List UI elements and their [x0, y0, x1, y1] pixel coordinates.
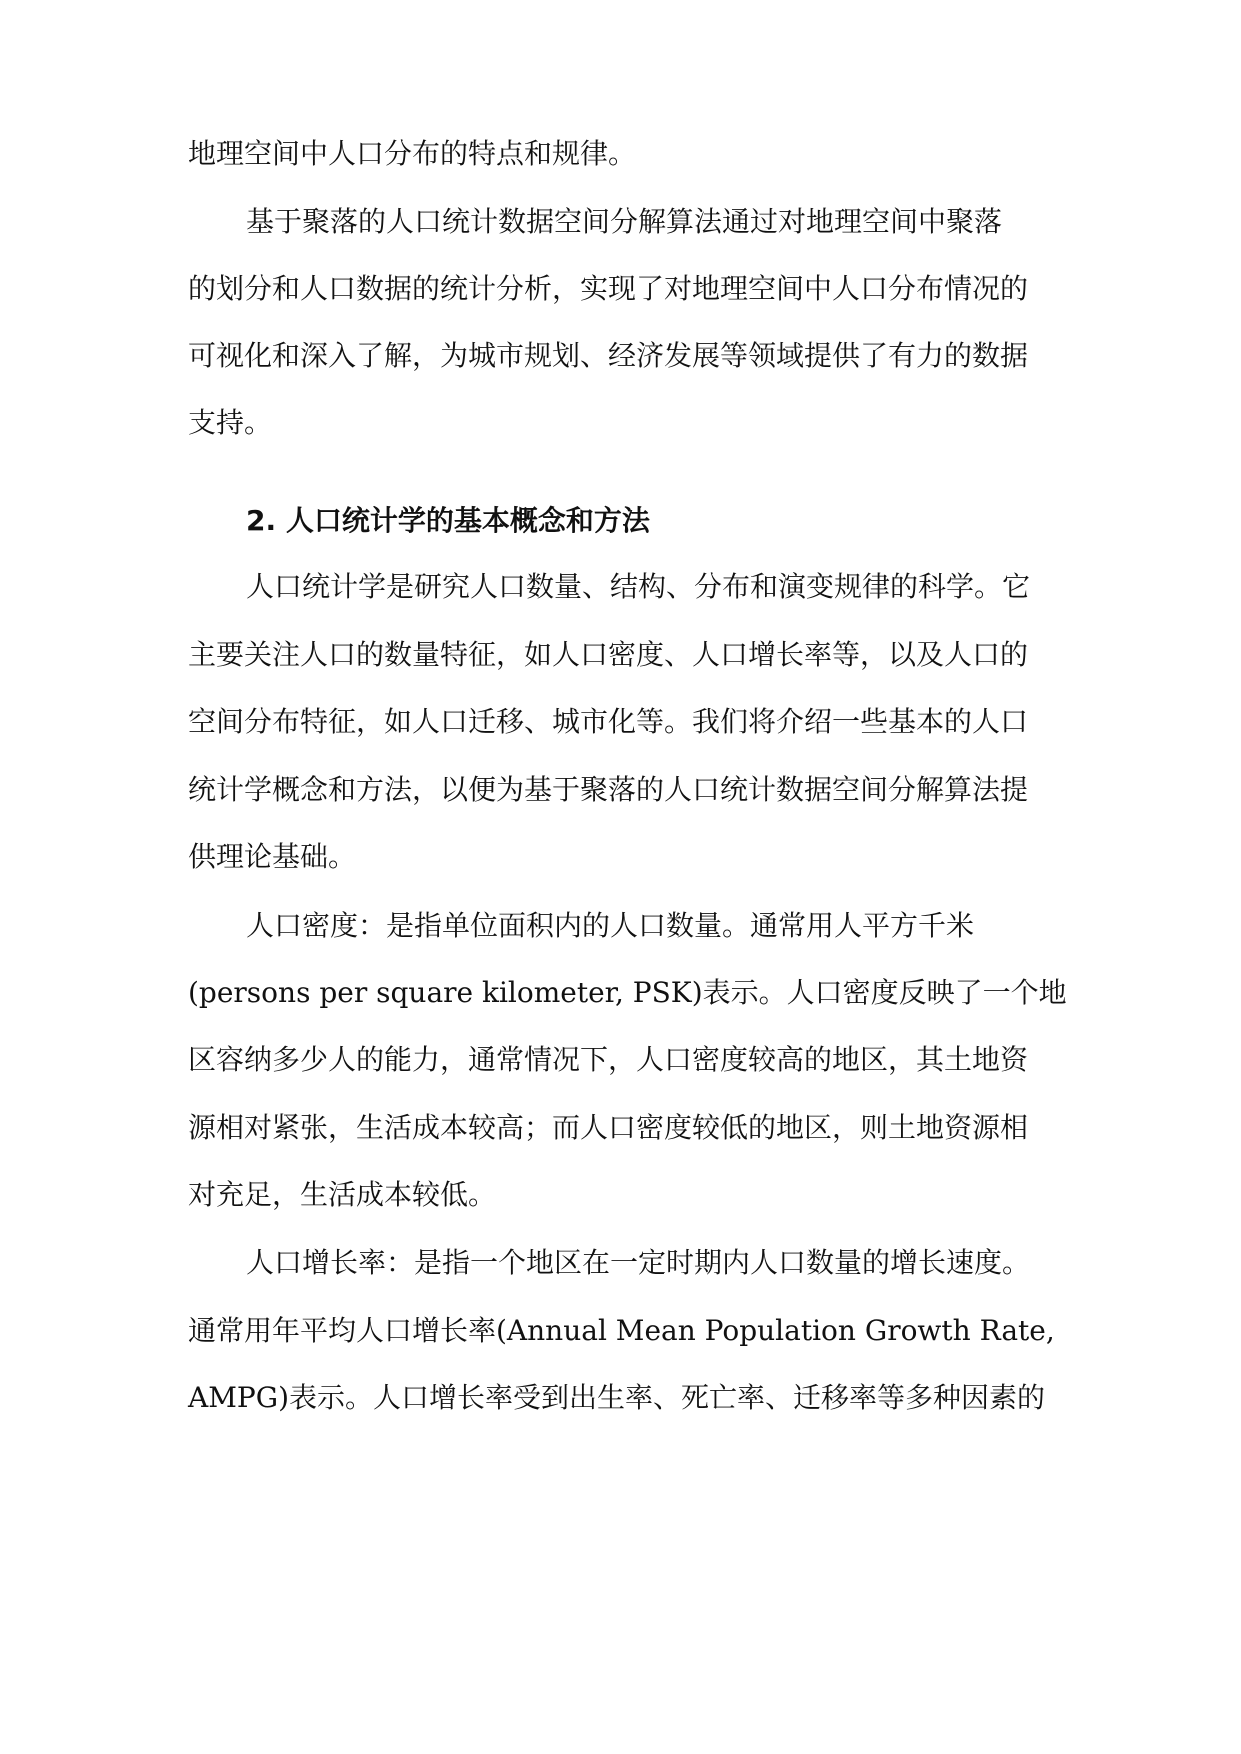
text-line: 可视化和深入了解，为城市规划、经济发展等领域提供了有力的数据 [188, 339, 1029, 372]
text-line: 区容纳多少人的能力，通常情况下，人口密度较高的地区，其土地资 [188, 1043, 1029, 1076]
paragraph-start-line: 基于聚落的人口统计数据空间分解算法通过对地理空间中聚落 [246, 205, 1003, 238]
text-line: 源相对紧张，生活成本较高；而人口密度较低的地区，则土地资源相 [188, 1111, 1029, 1144]
section-heading: 2. 人口统计学的基本概念和方法 [246, 504, 650, 537]
text-line: 支持。 [188, 406, 273, 439]
text-line: (persons per square kilometer, PSK)表示。人口密度反映了一个地 [188, 976, 1067, 1009]
text-line: 对充足，生活成本较低。 [188, 1178, 497, 1211]
paragraph-start-line: 人口密度：是指单位面积内的人口数量。通常用人平方千米 [246, 909, 975, 942]
text-line: 通常用年平均人口增长率(Annual Mean Population Growth Rate, [188, 1314, 1055, 1347]
text-line: 主要关注人口的数量特征，如人口密度、人口增长率等，以及人口的 [188, 638, 1029, 671]
text-line: AMPG)表示。人口增长率受到出生率、死亡率、迁移率等多种因素的 [188, 1381, 1046, 1414]
text-line: 的划分和人口数据的统计分析，实现了对地理空间中人口分布情况的 [188, 272, 1029, 305]
paragraph-start-line: 人口增长率：是指一个地区在一定时期内人口数量的增长速度。 [246, 1246, 1031, 1279]
text-line: 空间分布特征，如人口迁移、城市化等。我们将介绍一些基本的人口 [188, 705, 1029, 738]
text-line: 地理空间中人口分布的特点和规律。 [188, 137, 637, 170]
text-line: 供理论基础。 [188, 840, 357, 873]
text-line: 统计学概念和方法，以便为基于聚落的人口统计数据空间分解算法提 [188, 773, 1029, 806]
paragraph-start-line: 人口统计学是研究人口数量、结构、分布和演变规律的科学。它 [246, 570, 1031, 603]
